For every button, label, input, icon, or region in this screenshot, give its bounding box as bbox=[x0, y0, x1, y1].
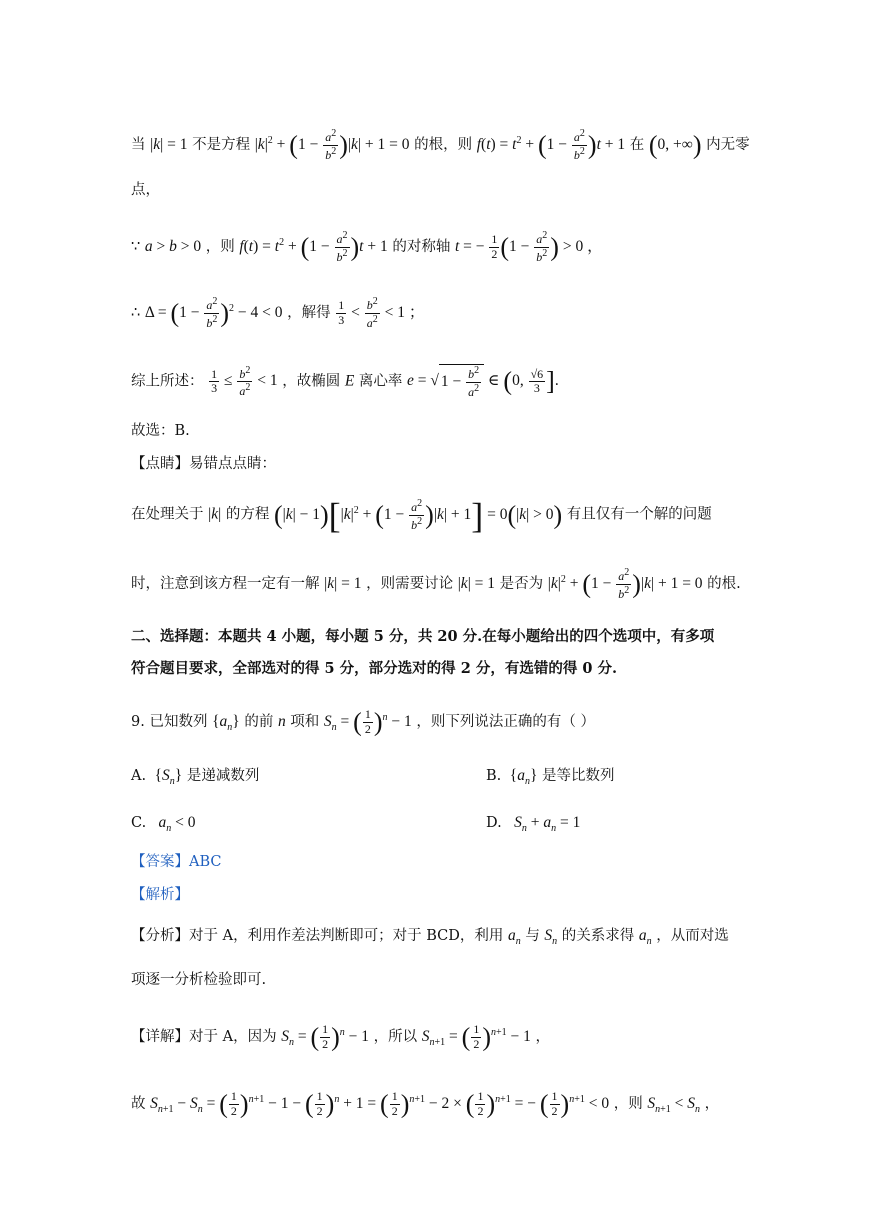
text: 综上所述： bbox=[131, 373, 204, 390]
math: $f(t) = t^2 + (1$ − $\frac{a^2}{b^2}$ )t + 1 bbox=[239, 230, 388, 264]
math: |k| = 1 bbox=[324, 574, 362, 592]
analysis-line-2: 项逐一分析检验即可. bbox=[131, 972, 267, 988]
math: E bbox=[344, 372, 355, 390]
text: 在 bbox=[629, 136, 645, 153]
text: ，则 bbox=[613, 1095, 643, 1112]
text-line-1 bbox=[131, 128, 750, 163]
math: |k| = 1 bbox=[150, 135, 188, 153]
option-a bbox=[131, 768, 259, 787]
option-text: 是递减数列 bbox=[186, 768, 260, 784]
text: 有且仅有一个解的问题 bbox=[566, 506, 712, 523]
math: e = √ 1 − $\frac{b^2}{a^2}$ ∈ (0, $\frac{√6}{3}$ ]. bbox=[407, 365, 559, 399]
text: 的对称轴 bbox=[392, 238, 451, 255]
option-label: A. bbox=[131, 768, 147, 784]
math: $f(t) = t^2 + (1$ − $\frac{a^2}{b^2}$ )t + 1 bbox=[476, 128, 626, 162]
text: ∴ bbox=[131, 304, 141, 321]
answer-label: 【答案】ABC bbox=[131, 854, 222, 870]
detail-line-1 bbox=[131, 1023, 550, 1052]
analysis-line-1 bbox=[131, 928, 729, 947]
text: 【分析】对于 A，利用作差法判断即可；对于 BCD，利用 bbox=[131, 928, 504, 944]
option-c bbox=[131, 815, 196, 834]
text: 时，注意到该方程一定有一解 bbox=[131, 575, 320, 592]
math: $S_{n+1} < S_n$ bbox=[647, 1094, 700, 1115]
math: |k| = 1 bbox=[457, 574, 496, 592]
text-line-6: 故选：B. bbox=[131, 423, 190, 439]
math: (0, +∞) bbox=[648, 130, 702, 160]
question-9 bbox=[131, 708, 595, 737]
math: n bbox=[277, 712, 286, 730]
math: $a_n < 0$ bbox=[158, 814, 196, 835]
math: $\{a_n\}$ bbox=[505, 767, 538, 788]
text: ，故椭圆 bbox=[282, 373, 341, 390]
math: $(|k| - 1)[|k|^2 + (1$ − $\frac{a^2}{b^2}$ )|k| + 1] = 0(|k| > 0) bbox=[273, 495, 563, 535]
text: 的根. bbox=[707, 575, 741, 592]
text-line-8 bbox=[131, 497, 712, 533]
math: |k| bbox=[208, 505, 222, 523]
option-label: B. bbox=[486, 768, 502, 784]
text-line-9 bbox=[131, 567, 741, 602]
text: ，则 bbox=[205, 238, 235, 255]
text: ，所以 bbox=[373, 1028, 418, 1045]
text: ，则下列说法正确的有（ ） bbox=[416, 713, 595, 730]
text: ，解得 bbox=[287, 304, 331, 321]
math: $|k|^2 + (1$ − $\frac{a^2}{b^2}$ )|k| + 1 = 0 bbox=[547, 567, 703, 601]
math: $S_n$ = ( $\frac{1}{2}$ )$^n$ − 1 bbox=[281, 1022, 370, 1052]
math: $S_{n+1}$ = ( $\frac{1}{2}$ )$^{n+1}$ − 1 bbox=[421, 1022, 531, 1052]
text-line-5 bbox=[131, 364, 559, 400]
text: ，则需要讨论 bbox=[366, 575, 454, 592]
math: $|k|^2 + (1$ − $\frac{a^2}{b^2}$ )|k| + 1 = 0 bbox=[254, 128, 410, 162]
text-line-4 bbox=[131, 296, 424, 331]
math: $S_n$ bbox=[544, 927, 558, 948]
math: $S_n$ = ( $\frac{1}{2}$ )$^n$ − 1 bbox=[323, 707, 412, 737]
text: 是否为 bbox=[499, 575, 544, 592]
text: ， bbox=[535, 1028, 550, 1045]
option-label: C. bbox=[131, 815, 147, 831]
math: $\{S_n\}$ bbox=[150, 767, 183, 788]
text-line-2: 点， bbox=[131, 182, 160, 198]
text: ， bbox=[704, 1095, 720, 1112]
text: 不是方程 bbox=[192, 136, 251, 153]
text: 故 bbox=[131, 1095, 146, 1112]
text: 9. 已知数列 bbox=[131, 713, 208, 730]
math: Δ = (1 − $\frac{a^2}{b^2}$ )$^2$ − 4 < 0 bbox=[144, 296, 283, 330]
text-line-3 bbox=[131, 230, 603, 265]
math: $a_n$ bbox=[638, 927, 652, 948]
text: 的关系求得 bbox=[561, 928, 635, 944]
section-heading-line-1: 二、选择题：本题共 4 小题，每小题 5 分，共 20 分.在每小题给出的四个选项中，有多项 bbox=[131, 628, 715, 645]
text: 离心率 bbox=[358, 373, 403, 390]
option-b bbox=[486, 768, 615, 787]
text: 【详解】对于 A，因为 bbox=[131, 1028, 277, 1045]
option-text: 是等比数列 bbox=[542, 768, 615, 784]
detail-line-2 bbox=[131, 1090, 719, 1119]
math: $\{a_n\}$ bbox=[212, 712, 240, 733]
section-heading-line-2: 符合题目要求，全部选对的得 5 分，部分选对的得 2 分，有选错的得 0 分. bbox=[131, 660, 618, 677]
text: 内无零 bbox=[706, 136, 750, 153]
text: 在处理关于 bbox=[131, 506, 204, 523]
text: 的方程 bbox=[225, 506, 270, 523]
math: t = − $\frac{1}{2}$ (1 − $\frac{a^2}{b^2}$ ) > 0 ， bbox=[454, 230, 603, 264]
text-line-7: 【点睛】易错点点睛： bbox=[131, 456, 276, 472]
text: 的根，则 bbox=[414, 136, 473, 153]
text: ，从而对选 bbox=[656, 928, 729, 944]
math: $\frac{1}{3}$ < $\frac{b^2}{a^2}$ < 1 ； bbox=[338, 296, 425, 330]
option-label: D. bbox=[486, 815, 502, 831]
text: ∵ bbox=[131, 238, 141, 255]
math: a > b > 0 bbox=[144, 237, 202, 255]
text: 的前 bbox=[244, 713, 274, 730]
math: $a_n$ bbox=[507, 927, 521, 948]
math: $S_n + a_n = 1$ bbox=[514, 814, 581, 835]
text: 项和 bbox=[290, 713, 320, 730]
math: $S_{n+1} - S_n$ = ( $\frac{1}{2}$ )$^{n+1}$ − 1 − ( $\frac{1}{2}$ )$^n$ + 1 = ( $\frac{1}{2}$ )$^{n+1}$ − 2 × ( $\frac{1}{2}$ )$^{n+1}$ = − ( $\frac{1}{2}$ )$^{n+1}$ < 0 bbox=[150, 1089, 610, 1119]
option-d bbox=[486, 815, 580, 834]
text: 当 bbox=[131, 136, 146, 153]
math: $\frac{1}{3}$ ≤ $\frac{b^2}{a^2}$ < 1 bbox=[211, 364, 278, 399]
text: 与 bbox=[525, 928, 540, 944]
analysis-label: 【解析】 bbox=[131, 887, 189, 903]
